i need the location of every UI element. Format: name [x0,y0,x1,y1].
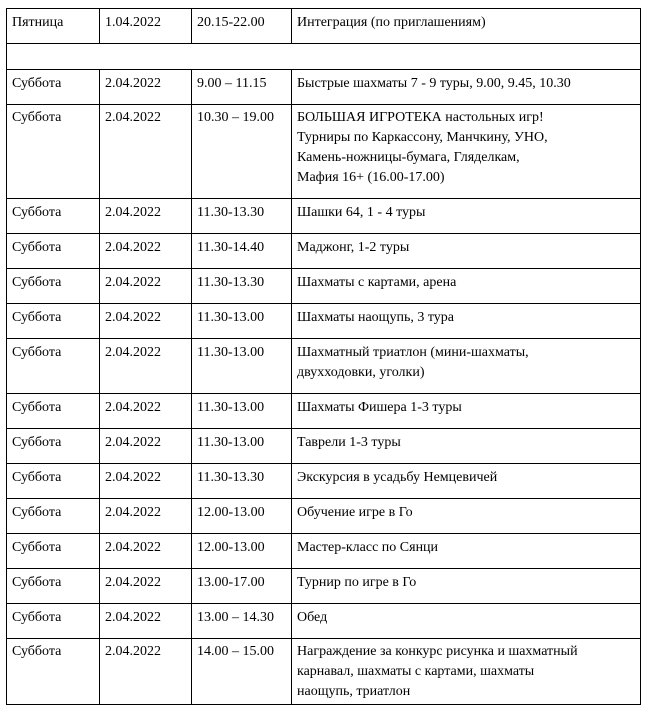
date-cell: 2.04.2022 [100,569,192,604]
day-cell: Суббота [7,639,100,705]
time-cell: 10.30 – 19.00 [192,105,292,199]
time-cell: 13.00-17.00 [192,569,292,604]
time-cell: 11.30-13.30 [192,464,292,499]
event-cell: Мастер-класс по Сянци [292,534,641,569]
day-cell: Суббота [7,429,100,464]
day-cell: Суббота [7,234,100,269]
date-cell: 1.04.2022 [100,9,192,44]
time-cell: 11.30-13.00 [192,394,292,429]
event-cell: БОЛЬШАЯ ИГРОТЕКА настольных игр! Турниры по Каркассону, Манчкину, УНО, Камень-ножницы-бумага, Гляделкам, Мафия 16+ (16.00-17.00) [292,105,641,199]
event-cell: Интеграция (по приглашениям) [292,9,641,44]
table-row [7,639,641,705]
date-cell: 2.04.2022 [100,339,192,394]
time-cell: 11.30-13.30 [192,269,292,304]
day-cell: Суббота [7,569,100,604]
date-cell: 2.04.2022 [100,70,192,105]
day-cell: Суббота [7,534,100,569]
day-cell: Суббота [7,604,100,639]
table-row [7,464,641,499]
date-cell: 2.04.2022 [100,304,192,339]
empty-cell [7,44,641,70]
day-cell: Суббота [7,394,100,429]
time-cell: 11.30-13.00 [192,429,292,464]
table-row [7,105,641,199]
schedule-table [6,8,641,705]
date-cell: 2.04.2022 [100,234,192,269]
event-cell: Турнир по игре в Го [292,569,641,604]
table-row [7,9,641,44]
schedule-body [7,9,641,705]
time-cell: 11.30-14.40 [192,234,292,269]
table-gap-row [7,44,641,70]
event-cell: Награждение за конкурс рисунка и шахматный карнавал, шахматы с картами, шахматы наощупь, триатлон [292,639,641,705]
date-cell: 2.04.2022 [100,639,192,705]
day-cell: Суббота [7,304,100,339]
table-row [7,569,641,604]
day-cell: Суббота [7,499,100,534]
date-cell: 2.04.2022 [100,534,192,569]
event-cell: Обед [292,604,641,639]
time-cell: 13.00 – 14.30 [192,604,292,639]
date-cell: 2.04.2022 [100,105,192,199]
table-row [7,70,641,105]
day-cell: Суббота [7,199,100,234]
event-cell: Экскурсия в усадьбу Немцевичей [292,464,641,499]
table-row [7,339,641,394]
time-cell: 11.30-13.30 [192,199,292,234]
event-cell: Быстрые шахматы 7 - 9 туры, 9.00, 9.45, 10.30 [292,70,641,105]
event-cell: Таврели 1-3 туры [292,429,641,464]
day-cell: Суббота [7,105,100,199]
time-cell: 12.00-13.00 [192,499,292,534]
table-row [7,199,641,234]
table-row [7,499,641,534]
day-cell: Суббота [7,70,100,105]
event-cell: Маджонг, 1-2 туры [292,234,641,269]
event-cell: Шахматы наощупь, 3 тура [292,304,641,339]
date-cell: 2.04.2022 [100,269,192,304]
time-cell: 11.30-13.00 [192,304,292,339]
table-row [7,394,641,429]
table-row [7,534,641,569]
event-cell: Обучение игре в Го [292,499,641,534]
event-cell: Шахматы с картами, арена [292,269,641,304]
time-cell: 11.30-13.00 [192,339,292,394]
time-cell: 14.00 – 15.00 [192,639,292,705]
date-cell: 2.04.2022 [100,429,192,464]
table-row [7,304,641,339]
date-cell: 2.04.2022 [100,499,192,534]
time-cell: 12.00-13.00 [192,534,292,569]
date-cell: 2.04.2022 [100,394,192,429]
event-cell: Шахматный триатлон (мини-шахматы, двухходовки, уголки) [292,339,641,394]
day-cell: Суббота [7,269,100,304]
time-cell: 20.15-22.00 [192,9,292,44]
table-row [7,234,641,269]
date-cell: 2.04.2022 [100,464,192,499]
event-cell: Шахматы Фишера 1-3 туры [292,394,641,429]
date-cell: 2.04.2022 [100,604,192,639]
day-cell: Суббота [7,464,100,499]
table-row [7,429,641,464]
day-cell: Пятница [7,9,100,44]
date-cell: 2.04.2022 [100,199,192,234]
table-row [7,604,641,639]
day-cell: Суббота [7,339,100,394]
event-cell: Шашки 64, 1 - 4 туры [292,199,641,234]
table-row [7,269,641,304]
time-cell: 9.00 – 11.15 [192,70,292,105]
